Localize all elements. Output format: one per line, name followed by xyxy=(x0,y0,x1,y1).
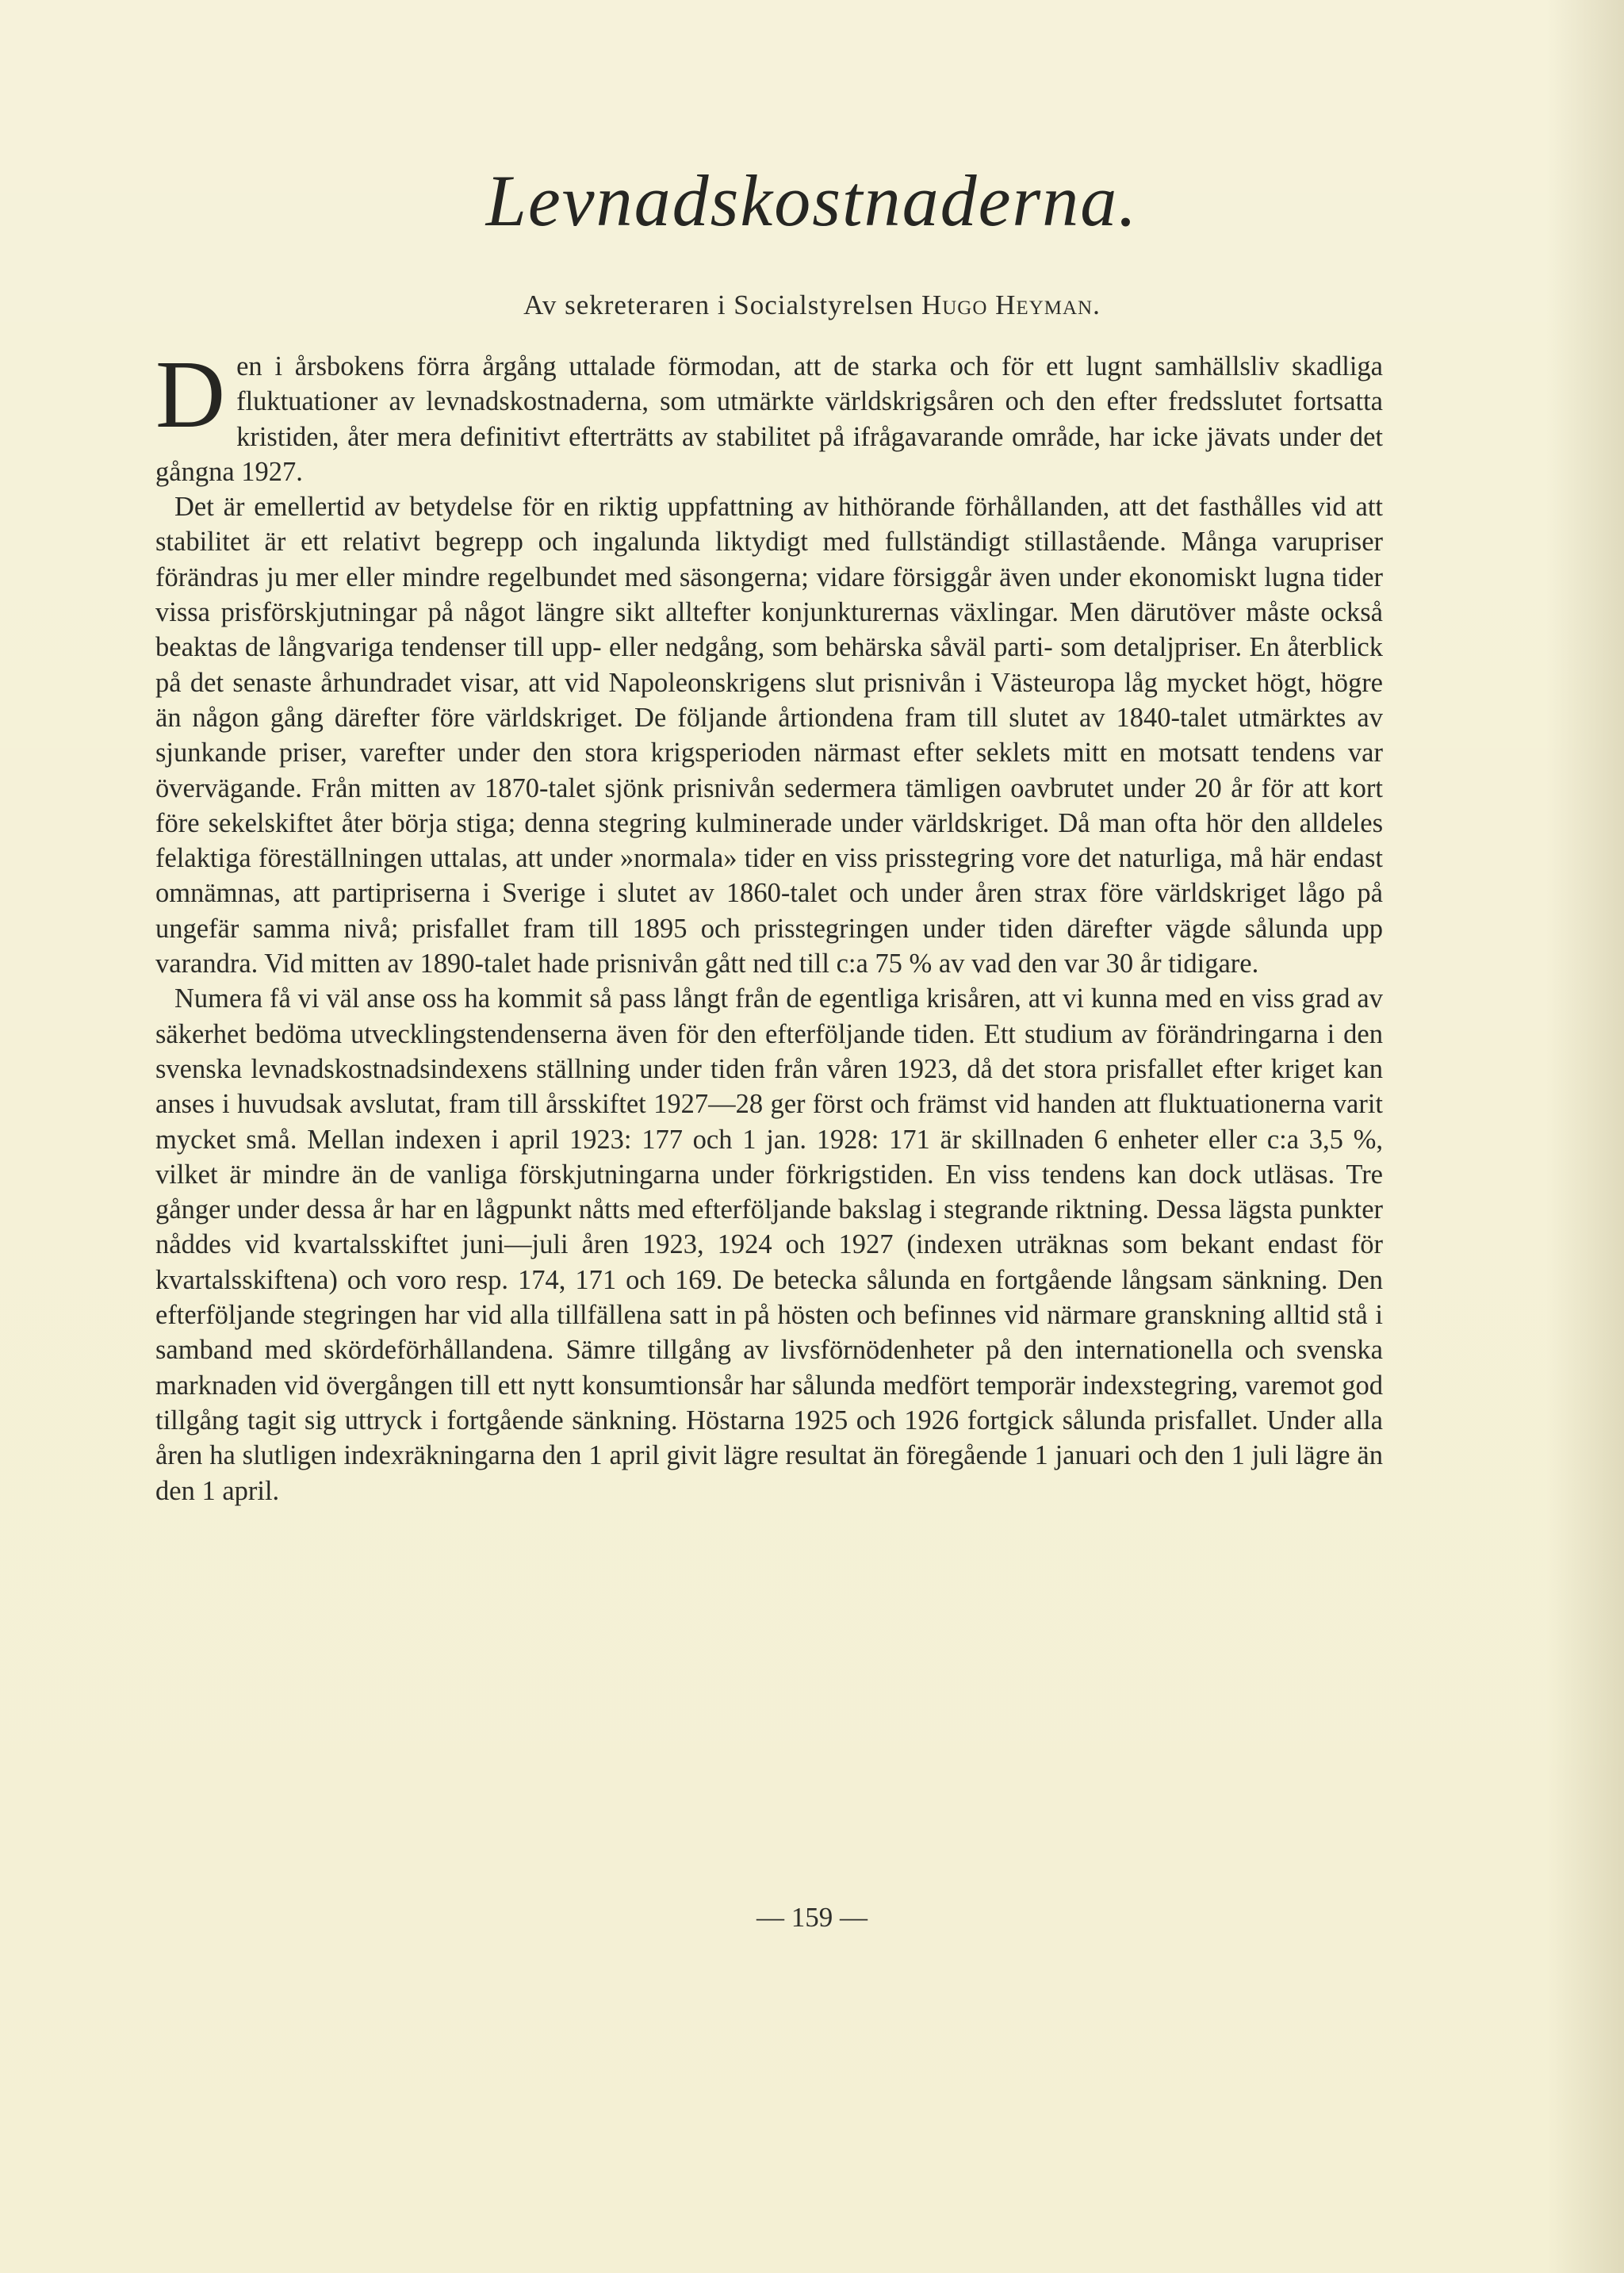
byline xyxy=(0,289,1624,321)
paragraph-3: Numera få vi väl anse oss ha kommit så pass långt från de egentliga krisåren, att vi kunna med en viss grad av säkerhet bedöma utvecklingstendenserna även för den efterföljande tiden. Ett studium av förändringarna i den svenska levnadskostnadsindexens ställning under tiden från våren 1923, då det stora prisfallet efter kriget kan anses i huvudsak avslutat, fram till årsskiftet 1927—28 ger först och främst vid handen att fluktuationerna varit mycket små. Mellan indexen i april 1923: 177 och 1 jan. 1928: 171 är skillnaden 6 enheter eller c:a 3,5 %, vilket är mindre än de vanliga förskjutningarna under förkrigstiden. En viss tendens kan dock utläsas. Tre gånger under dessa år har en lågpunkt nåtts med efterföljande bakslag i stegrande riktning. Dessa lägsta punkter nåddes vid kvartalsskiftet juni—juli åren 1923, 1924 och 1927 (indexen uträknas som bekant endast för kvartalsskiftena) och voro resp. 174, 171 och 169. De betecka sålunda en fortgående långsam sänkning. Den efterföljande stegringen har vid alla tillfällena satt in på hösten och befinnes vid närmare granskning alltid stå i samband med skördeförhållandena. Sämre tillgång av livsförnödenheter på den internationella och svenska marknaden vid övergången till ett nytt konsumtionsår har sålunda medfört temporär indexstegring, varemot god tillgång tagit sig uttryck i fortgående sänkning. Höstarna 1925 och 1926 fortgick sålunda prisfallet. Under alla åren ha slutligen indexräkningarna den 1 april givit lägre resultat än föregående 1 januari och den 1 juli lägre än den 1 april. xyxy=(155,983,1383,1506)
drop-cap: D xyxy=(155,341,226,448)
paragraph-1 xyxy=(155,341,1383,489)
article-title: Levnadskostnaderna. xyxy=(485,160,1139,241)
byline-prefix: Av sekreteraren i Socialstyrelsen xyxy=(523,289,914,320)
page-number: — 159 — xyxy=(756,1902,868,1933)
article-body xyxy=(155,341,1383,1508)
byline-author: Hugo Heyman. xyxy=(921,289,1101,320)
paragraph-2: Det är emellertid av betydelse för en riktig uppfattning av hithörande förhållanden, att det fasthålles vid att stabilitet är ett relativt begrepp och ingalunda liktydigt med fullständigt stillastående. Många varupriser förändras ju mer eller mindre regelbundet med säsongerna; vidare försiggår även under ekonomiskt lugna tider vissa prisförskjutningar på något längre sikt alltefter konjunkturernas växlingar. Men därutöver måste också beaktas de långvariga tendenser till upp- eller nedgång, som behärska såväl parti- som detaljpriser. En återblick på det senaste århundradet visar, att vid Napoleonskrigens slut prisnivån i Västeuropa låg mycket högt, högre än någon gång därefter före världskriget. De följande årtiondena fram till slutet av 1840-talet utmärktes av sjunkande priser, varefter under den stora krigsperioden närmast efter seklets mitt en motsatt tendens var övervägande. Från mitten av 1870-talet sjönk prisnivån sedermera tämligen oavbrutet under 20 år för att kort före sekelskiftet åter börja stiga; denna stegring kulminerade under världskriget. Då man ofta hör den alldeles felaktiga föreställningen uttalas, att under »normala» tider en viss prisstegring vore det naturliga, må här endast omnämnas, att partipriserna i Sverige i slutet av 1860-talet och under åren strax före världskriget lågo på ungefär samma nivå; prisfallet fram till 1895 och prisstegringen under tiden därefter vägde sålunda upp varandra. Vid mitten av 1890-talet hade prisnivån gått ned till c:a 75 % av vad den var 30 år tidigare. xyxy=(155,492,1383,979)
paragraph-1-text: en i årsbokens förra årgång uttalade förmodan, att de starka och för ett lugnt samhällsliv skadliga fluktuationer av levnadskostnaderna, som utmärkte världskrigsåren och den efter fredsslutet fortsatta kristiden, åter mera definitivt efterträtts av stabilitet på ifrågavarande område, har icke jävats under det gångna 1927. xyxy=(155,351,1383,487)
